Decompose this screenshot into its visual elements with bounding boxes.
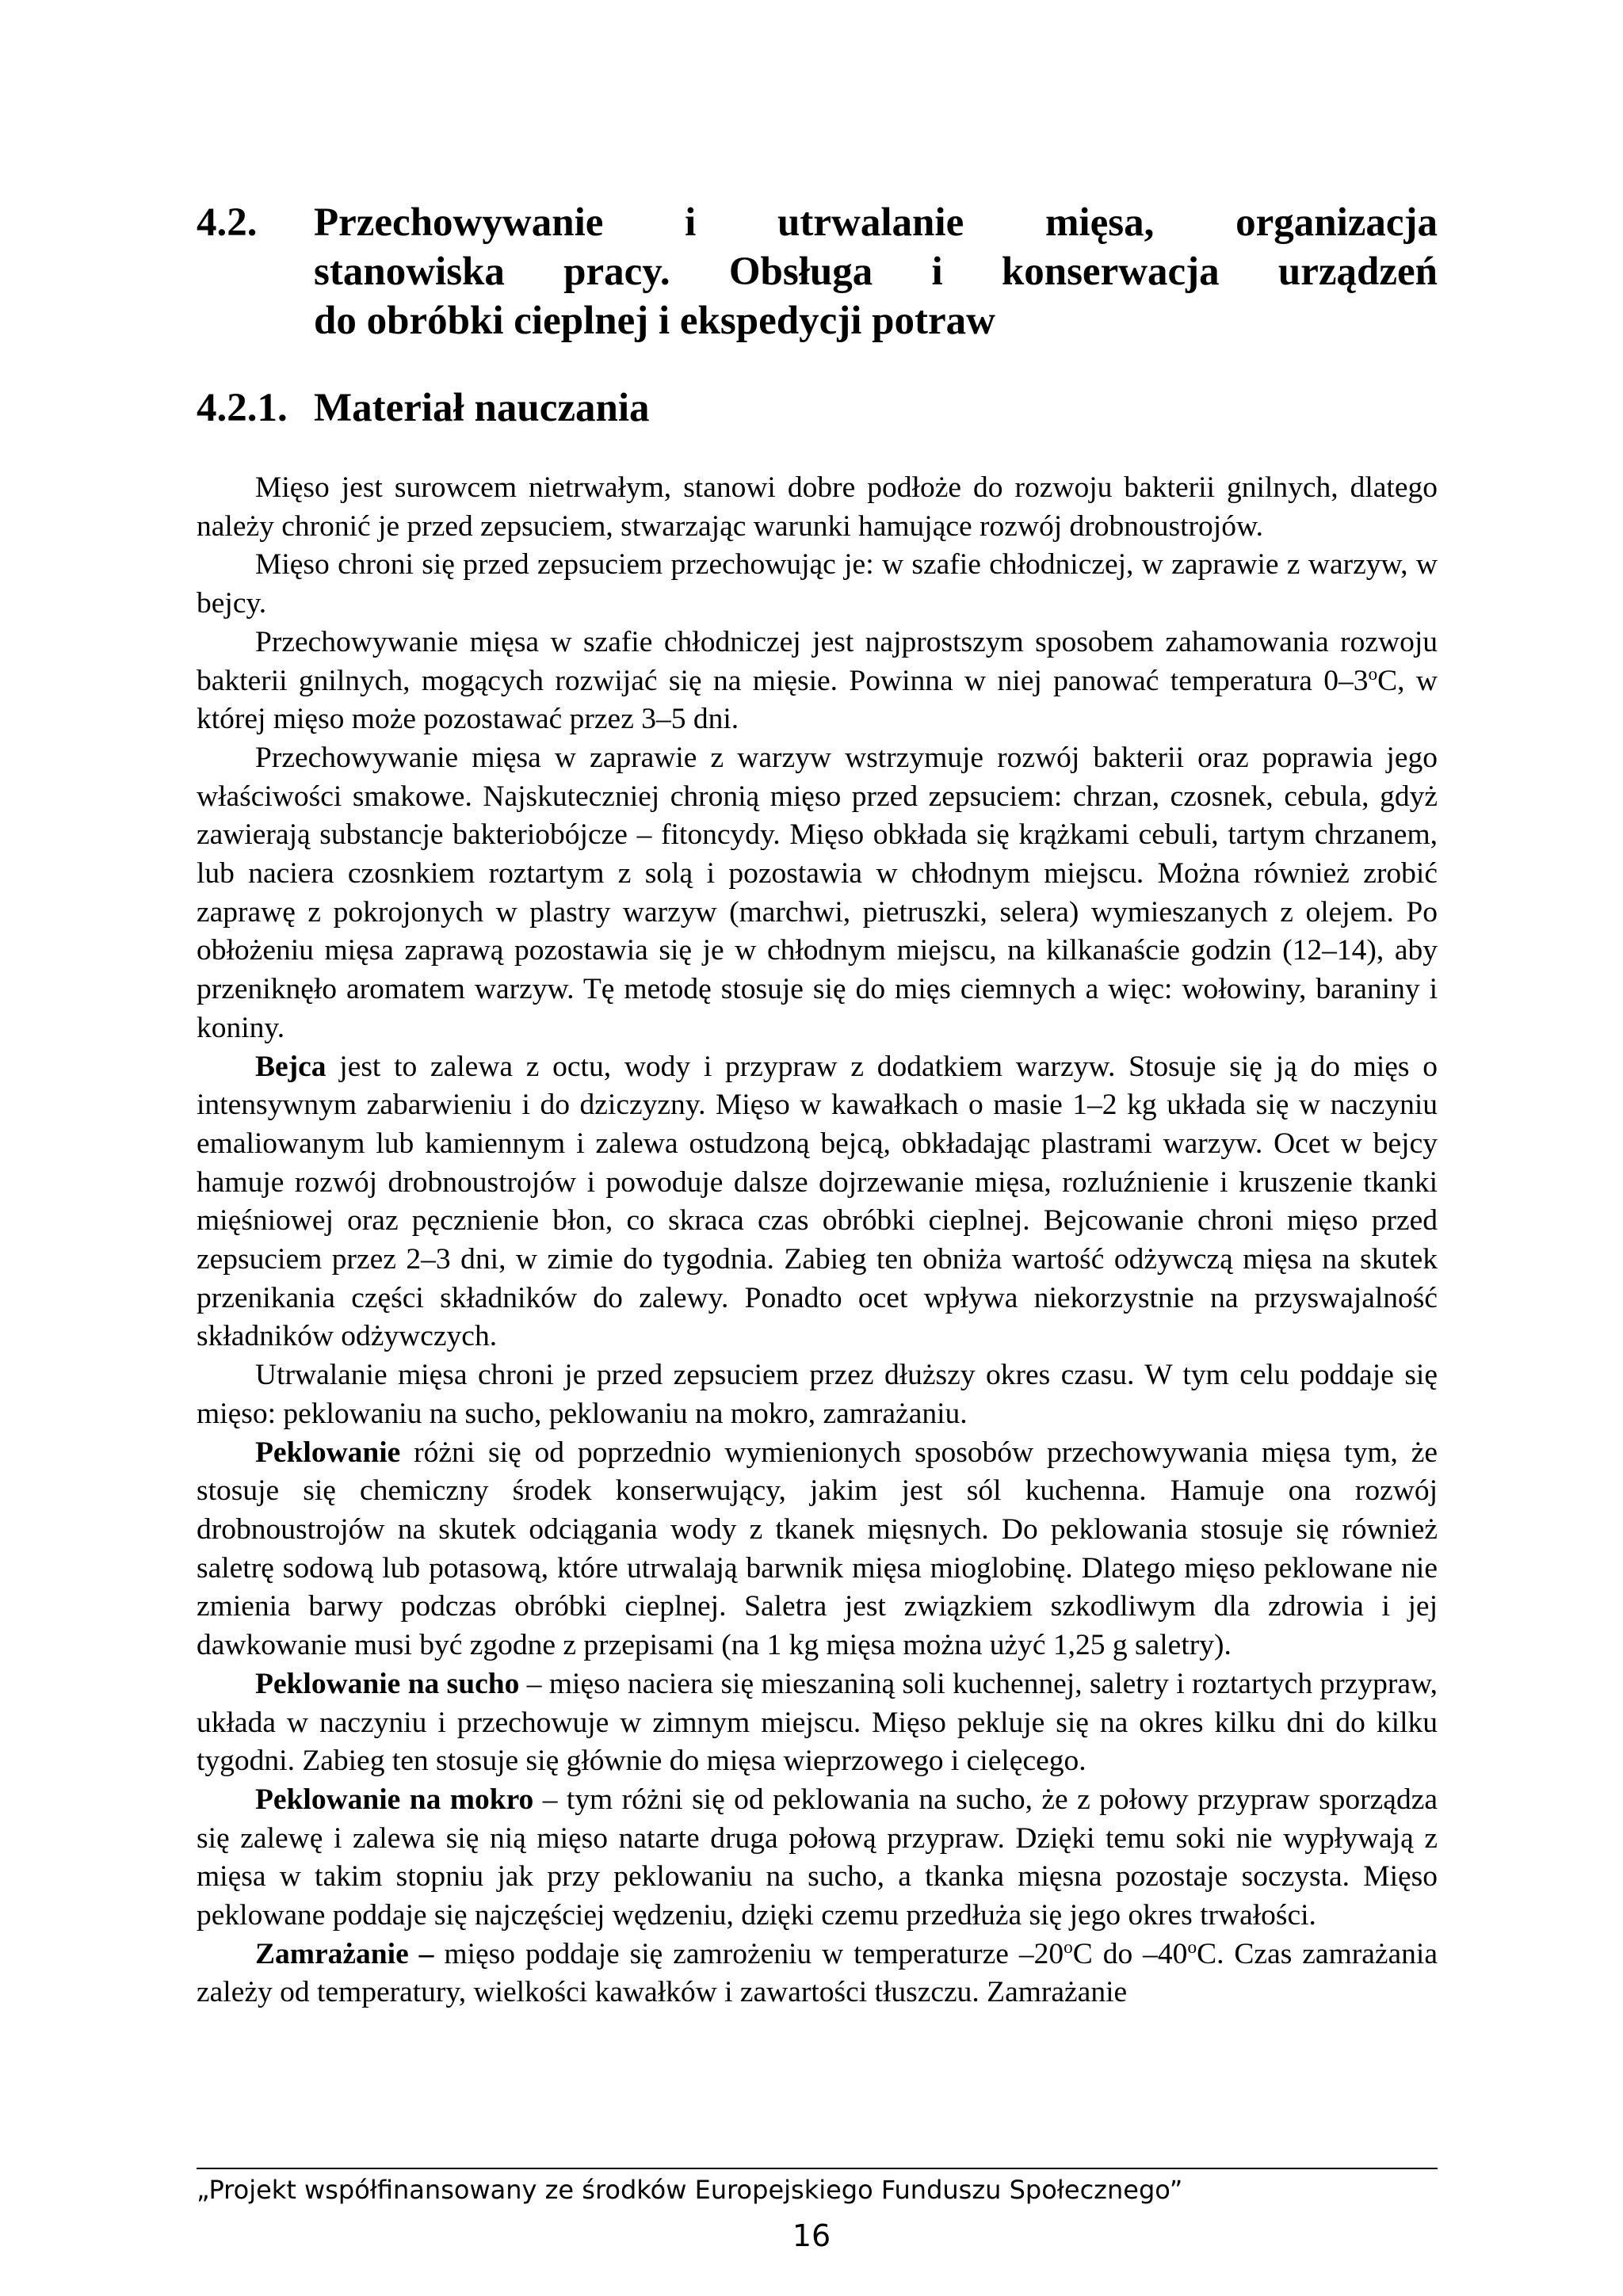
section-number: 4.2. <box>197 200 258 245</box>
section-title-line: stanowiska pracy. Obsługa i konserwacja urządzeń <box>314 250 1438 294</box>
footer-funding-note: „Projekt współfinansowany ze środków Europejskiego Funduszu Społecznego” <box>197 2175 1183 2205</box>
paragraph: Mięso jest surowcem nietrwałym, stanowi dobre podłoże do rozwoju bakterii gnilnych, dlatego należy chronić je przed zepsuciem, stwarzając warunki hamujące rozwój drobnoustrojów. <box>197 471 1438 543</box>
body-text <box>197 469 1438 2012</box>
section-title-line: Przechowywanie i utrwalanie mięsa, organizacja <box>314 200 1438 245</box>
subsection-number: 4.2.1. <box>197 386 288 430</box>
paragraph: Bejca jest to zalewa z octu, wody i przypraw z dodatkiem warzyw. Stosuje się ją do mięs o intensywnym zabarwieniu i do dziczyzny. Mięso w kawałkach o masie 1–2 kg układa się w naczyniu emaliowanym lub kamiennym i zalewa ostudzoną bejcą, obkładając plastrami warzyw. Ocet w bejcy hamuje rozwój drobnoustrojów i powoduje dalsze dojrzewanie mięsa, rozluźnienie i kruszenie tkanki mięśniowej oraz pęcznienie błon, co skraca czas obróbki cieplnej. Bejcowanie chroni mięso przed zepsuciem przez 2–3 dni, w zimie do tygodnia. Zabieg ten obniża wartość odżywczą mięsa na skutek przenikania części składników do zalewy. Ponadto ocet wpływa niekorzystnie na przyswajalność składników odżywczych. <box>197 1050 1438 1353</box>
paragraph-lead-term: Peklowanie na sucho <box>255 1667 520 1700</box>
paragraph: Utrwalanie mięsa chroni je przed zepsuciem przez dłuższy okres czasu. W tym celu poddaje się mięso: peklowaniu na sucho, peklowaniu na mokro, zamrażaniu. <box>197 1359 1438 1430</box>
subsection-heading <box>197 383 1438 433</box>
paragraph: Przechowywanie mięsa w zaprawie z warzyw wstrzymuje rozwój bakterii oraz poprawia jego właściwości smakowe. Najskuteczniej chronią mięso przed zepsuciem: chrzan, czosnek, cebula, gdyż zawierają substancje bakteriobójcze – fitoncydy. Mięso obkłada się krążkami cebuli, tartym chrzanem, lub naciera czosnkiem roztartym z solą i pozostawia w chłodnym miejscu. Można również zrobić zaprawę z pokrojonych w plastry warzyw (marchwi, pietruszki, selera) wymieszanych z olejem. Po obłożeniu mięsa zaprawą pozostawia się je w chłodnym miejscu, na kilkanaście godzin (12–14), aby przeniknęło aromatem warzyw. Tę metodę stosuje się do mięs ciemnych a więc: wołowiny, baraniny i koniny. <box>197 741 1438 1044</box>
paragraph: Mięso chroni się przed zepsuciem przechowując je: w szafie chłodniczej, w zaprawie z warzyw, w bejcy. <box>197 548 1438 620</box>
paragraph: Peklowanie różni się od poprzednio wymienionych sposobów przechowywania mięsa tym, że stosuje się chemiczny środek konserwujący, jakim jest sól kuchenna. Hamuje ona rozwój drobnoustrojów na skutek odciągania wody z tkanek mięsnych. Do peklowania stosuje się również saletrę sodową lub potasową, które utrwalają barwnik mięsa mioglobinę. Dlatego mięso peklowane nie zmienia barwy podczas obróbki cieplnej. Saletra jest związkiem szkodliwym dla zdrowia i jej dawkowanie musi być zgodne z przepisami (na 1 kg mięsa można użyć 1,25 g saletry). <box>197 1436 1438 1662</box>
section-title <box>314 198 1438 345</box>
paragraph: Peklowanie na mokro – tym różni się od peklowania na sucho, że z połowy przypraw sporządza się zalewę i zalewa się nią mięso natarte druga połową przypraw. Dzięki temu soki nie wypływają z mięsa w takim stopniu jak przy peklowaniu na sucho, a tkanka mięsna pozostaje soczysta. Mięso peklowane poddaje się najczęściej wędzeniu, dzięki czemu przedłuża się jego okres trwałości. <box>197 1783 1438 1932</box>
degree-superscript: o <box>1064 1936 1073 1958</box>
paragraph-lead-term: Peklowanie <box>255 1436 401 1469</box>
section-heading <box>197 198 1438 357</box>
paragraph: Zamrażanie – mięso poddaje się zamrożeniu w temperaturze –20$^o$C do –40$^o$C. Czas zamrażania zależy od temperatury, wielkości kawałków i zawartości tłuszczu. Zamrażanie <box>197 1936 1438 2009</box>
degree-superscript: o <box>1187 1936 1197 1958</box>
paragraph-lead-term: Peklowanie na mokro <box>255 1783 534 1816</box>
paragraph: Przechowywanie mięsa w szafie chłodniczej jest najprostszym sposobem zahamowania rozwoju bakterii gnilnych, mogących rozwijać się na mięsie. Powinna w niej panować temperatura 0–3$^o$C, w której mięso może pozostawać przez 3–5 dni. <box>197 625 1438 736</box>
footer-divider <box>197 2168 1438 2169</box>
subsection-title: Materiał nauczania <box>314 386 650 430</box>
paragraph-lead-term: Zamrażanie – <box>255 1937 434 1970</box>
degree-superscript: o <box>1368 663 1378 685</box>
page-number: 16 <box>792 2218 831 2253</box>
paragraph-lead-term: Bejca <box>255 1050 327 1083</box>
section-title-line: do obróbki cieplnej i ekspedycji potraw <box>314 299 995 343</box>
paragraph: Peklowanie na sucho – mięso naciera się mieszaniną soli kuchennej, saletry i roztartych przypraw, układa w naczyniu i przechowuje w zimnym miejscu. Mięso pekluje się na okres kilku dni do kilku tygodni. Zabieg ten stosuje się głównie do mięsa wieprzowego i cielęcego. <box>197 1667 1438 1778</box>
